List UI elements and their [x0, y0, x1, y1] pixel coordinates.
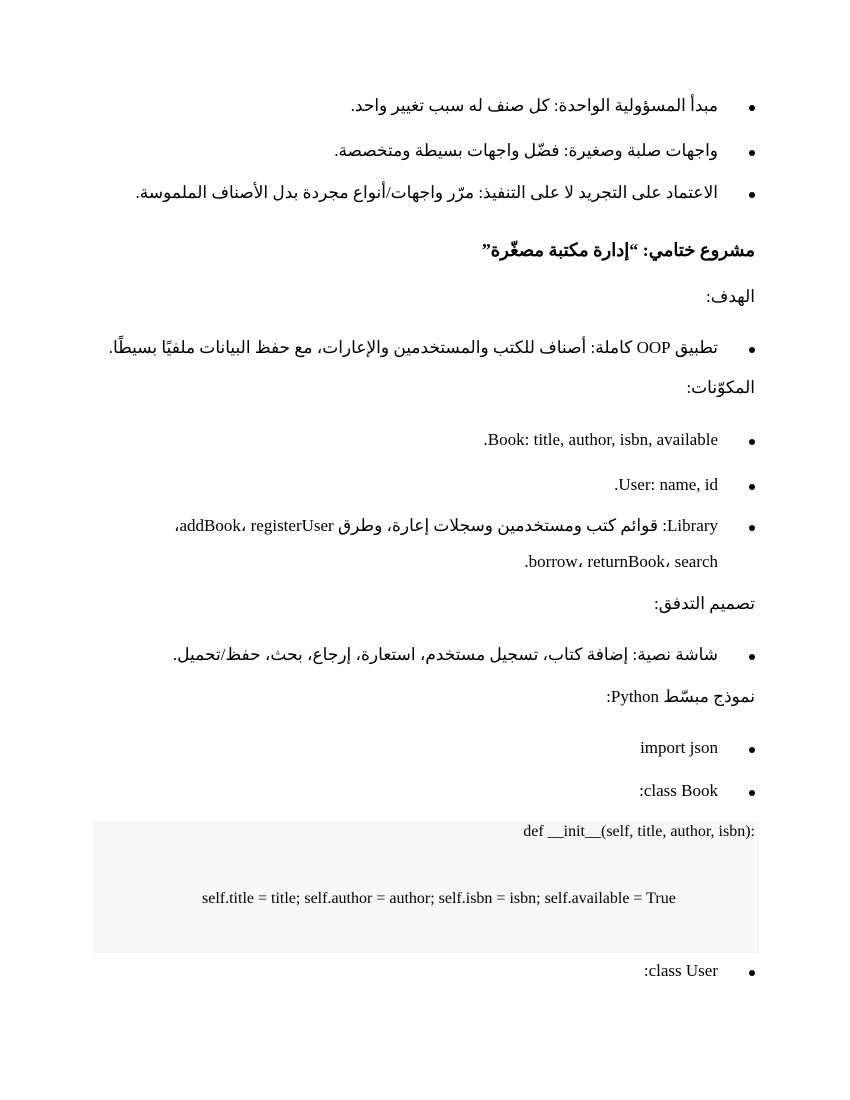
code-bullet-import: import json [640, 738, 718, 757]
goal-label: الهدف: [705, 287, 755, 306]
list-item [136, 183, 755, 203]
bullet-icon [749, 192, 755, 198]
bullet-icon [749, 439, 755, 445]
list-item [644, 961, 755, 981]
list-item [174, 516, 755, 536]
bullet-icon [749, 790, 755, 796]
component-user: User: name, id. [614, 475, 718, 494]
list-item [109, 338, 755, 358]
bullet-icon [749, 150, 755, 156]
list-item [173, 645, 755, 665]
goal-item-text: تطبيق OOP كاملة: أصناف للكتب والمستخدمين والإعارات، مع حفظ البيانات ملفيًا بسيطًا. [108, 338, 718, 357]
component-library: Library: قوائم كتب ومستخدمين وسجلات إعارة، وطرق addBook، registerUser، [174, 516, 718, 535]
component-book: Book: title, author, isbn, available. [483, 430, 718, 449]
bullet-icon [749, 484, 755, 490]
flow-item-text: شاشة نصية: إضافة كتاب، تسجيل مستخدم، استعارة، إرجاع، بحث، حفظ/تحميل. [172, 645, 718, 664]
bullet-icon [749, 347, 755, 353]
list-item [640, 738, 755, 758]
list-item-text: واجهات صلبة وصغيرة: فضّل واجهات بسيطة ومتخصصة. [334, 141, 718, 160]
section-heading: مشروع ختامي: “إدارة مكتبة مصغّرة” [481, 240, 755, 260]
list-item [334, 141, 755, 161]
bullet-icon [749, 970, 755, 976]
flow-label: تصميم التدفق: [654, 594, 755, 613]
code-line-assignments: self.title = title; self.author = author; self.isbn = isbn; self.available = True [202, 890, 676, 907]
list-item-text: الاعتماد على التجريد لا على التنفيذ: مرّر واجهات/أنواع مجردة بدل الأصناف الملموسة. [135, 183, 718, 202]
python-label: نموذج مبسّط Python: [606, 687, 755, 706]
list-item [639, 781, 755, 801]
bullet-icon [749, 654, 755, 660]
components-label: المكوّنات: [686, 378, 755, 397]
component-library-continued: borrow، returnBook، search. [524, 552, 718, 571]
bullet-icon [749, 747, 755, 753]
bullet-icon [749, 525, 755, 531]
code-bullet-class-book: class Book: [639, 781, 718, 800]
list-item-text: مبدأ المسؤولية الواحدة: كل صنف له سبب تغيير واحد. [350, 96, 718, 115]
bullet-icon [749, 105, 755, 111]
list-item [484, 430, 755, 450]
list-item [351, 96, 755, 116]
code-bullet-class-user: class User: [643, 961, 718, 980]
list-item [614, 475, 755, 495]
code-line-def-init: def __init__(self, title, author, isbn): [523, 823, 755, 840]
